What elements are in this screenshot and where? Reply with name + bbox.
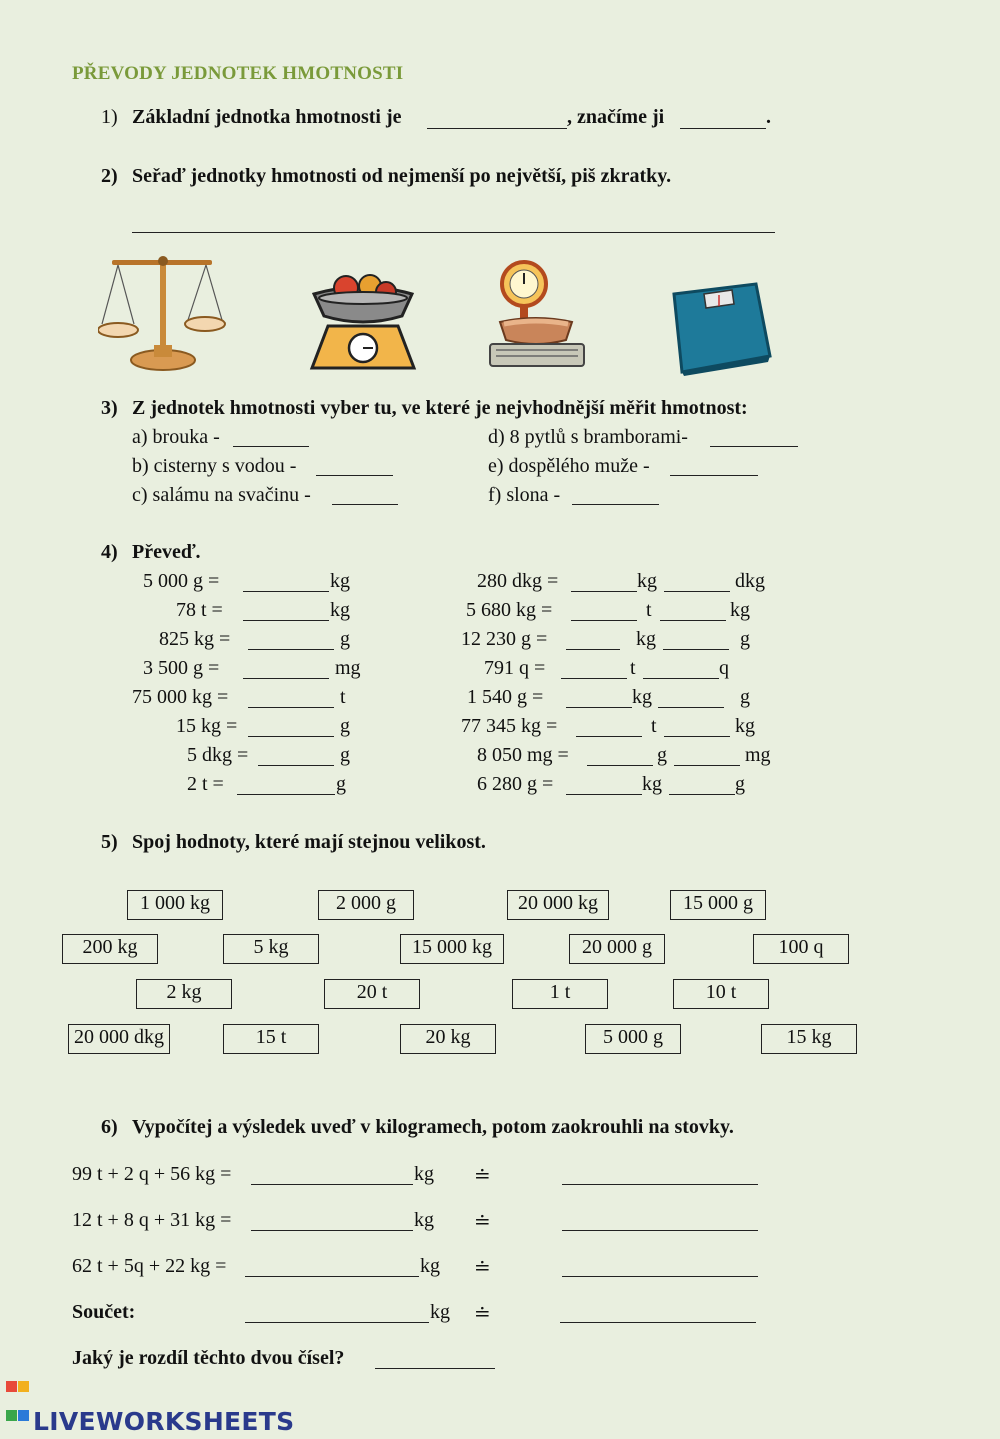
match-box[interactable]: 1 t — [512, 979, 608, 1009]
q4-right-answer-2[interactable] — [660, 620, 726, 621]
q4-left-unit: t — [340, 686, 346, 708]
match-box[interactable]: 15 000 kg — [400, 934, 504, 964]
q4-right-answer-2[interactable] — [643, 678, 719, 679]
difference-answer[interactable] — [375, 1368, 495, 1369]
approx-symbol: ≐ — [474, 1165, 491, 1187]
q6-number: 6) — [101, 1116, 118, 1138]
match-box[interactable]: 20 000 g — [569, 934, 665, 964]
sum-label: Součet: — [72, 1301, 136, 1323]
q6-row-unit: kg — [420, 1255, 440, 1277]
q3-answer-c[interactable] — [332, 504, 398, 505]
q4-right-answer-1[interactable] — [587, 765, 653, 766]
q4-left-answer[interactable] — [243, 620, 329, 621]
q4-right-answer-2[interactable] — [664, 591, 730, 592]
q4-right-unit-2: g — [735, 773, 745, 795]
q4-right-answer-1[interactable] — [566, 794, 642, 795]
q4-left-answer[interactable] — [248, 649, 334, 650]
q4-right-unit-2: kg — [735, 715, 755, 737]
match-box[interactable]: 15 000 g — [670, 890, 766, 920]
q4-right-answer-1[interactable] — [571, 591, 637, 592]
q3-answer-a[interactable] — [233, 446, 309, 447]
q3-item-a: a) brouka - — [132, 426, 220, 448]
match-box[interactable]: 100 q — [753, 934, 849, 964]
match-box[interactable]: 2 000 g — [318, 890, 414, 920]
q4-left-answer[interactable] — [248, 736, 334, 737]
q4-left-expr: 825 kg = — [159, 628, 231, 650]
q2-text: Seřaď jednotky hmotnosti od nejmenší po největší, piš zkratky. — [132, 165, 672, 187]
q4-right-expr: 280 dkg = — [477, 570, 559, 592]
q1-text-2: , značíme ji — [567, 106, 665, 128]
q4-right-answer-1[interactable] — [566, 707, 632, 708]
q5-number: 5) — [101, 831, 118, 853]
q4-right-answer-1[interactable] — [561, 678, 627, 679]
q4-right-expr: 12 230 g = — [461, 628, 548, 650]
match-box[interactable]: 15 t — [223, 1024, 319, 1054]
q3-text: Z jednotek hmotnosti vyber tu, ve které je nejvhodnější měřit hmotnost: — [132, 397, 748, 419]
logo-text: LIVEWORKSHEETS — [33, 1407, 295, 1436]
q4-left-unit: g — [340, 715, 350, 737]
match-box[interactable]: 200 kg — [62, 934, 158, 964]
q4-right-unit-2: q — [719, 657, 729, 679]
q4-right-unit-1: kg — [636, 628, 656, 650]
q3-item-e: e) dospělého muže - — [488, 455, 650, 477]
q6-row-rounded[interactable] — [562, 1276, 758, 1277]
q3-answer-f[interactable] — [572, 504, 659, 505]
sum-unit: kg — [430, 1301, 450, 1323]
q4-right-expr: 8 050 mg = — [477, 744, 569, 766]
liveworksheets-logo — [6, 1381, 294, 1436]
q4-right-answer-1[interactable] — [566, 649, 620, 650]
q4-right-unit-1: t — [630, 657, 636, 679]
q4-left-unit: mg — [335, 657, 361, 679]
q4-left-unit: kg — [330, 599, 350, 621]
match-box[interactable]: 20 t — [324, 979, 420, 1009]
q4-right-expr: 77 345 kg = — [461, 715, 558, 737]
q4-right-unit-2: mg — [745, 744, 771, 766]
q4-right-expr: 6 280 g = — [477, 773, 554, 795]
q4-right-answer-2[interactable] — [663, 649, 729, 650]
q4-left-expr: 3 500 g = — [143, 657, 220, 679]
q4-left-expr: 78 t = — [176, 599, 223, 621]
q4-left-unit: kg — [330, 570, 350, 592]
q4-right-expr: 5 680 kg = — [466, 599, 553, 621]
q4-right-expr: 1 540 g = — [467, 686, 544, 708]
q1-end: . — [766, 106, 771, 128]
match-box[interactable]: 20 kg — [400, 1024, 496, 1054]
q4-left-answer[interactable] — [258, 765, 334, 766]
q4-left-expr: 15 kg = — [176, 715, 238, 737]
match-box[interactable]: 5 kg — [223, 934, 319, 964]
q4-right-unit-1: kg — [642, 773, 662, 795]
q6-text: Vypočítej a výsledek uveď v kilogramech, potom zaokrouhli na stovky. — [132, 1116, 734, 1138]
q6-row-unit: kg — [414, 1209, 434, 1231]
q1-answer-line-2[interactable] — [680, 128, 766, 129]
q4-right-unit-1: t — [651, 715, 657, 737]
q6-row-answer[interactable] — [251, 1184, 413, 1185]
q4-left-expr: 2 t = — [187, 773, 224, 795]
difference-question: Jaký je rozdíl těchto dvou čísel? — [72, 1347, 345, 1369]
q4-text: Převeď. — [132, 541, 201, 563]
q4-left-unit: g — [340, 628, 350, 650]
q4-right-answer-1[interactable] — [576, 736, 642, 737]
approx-symbol: ≐ — [474, 1303, 491, 1325]
q5-text: Spoj hodnoty, které mají stejnou velikost. — [132, 831, 486, 853]
q4-left-expr: 5 dkg = — [187, 744, 249, 766]
q3-number: 3) — [101, 397, 118, 419]
q6-row-expr: 99 t + 2 q + 56 kg = — [72, 1163, 232, 1185]
q3-answer-b[interactable] — [316, 475, 393, 476]
q3-item-c: c) salámu na svačinu - — [132, 484, 311, 506]
q1-number: 1) — [101, 106, 118, 128]
q4-left-unit: g — [336, 773, 346, 795]
q4-number: 4) — [101, 541, 118, 563]
q4-left-answer[interactable] — [243, 591, 329, 592]
q4-right-unit-1: kg — [637, 570, 657, 592]
q3-item-d: d) 8 pytlů s bramborami- — [488, 426, 688, 448]
q1-text: Základní jednotka hmotnosti je — [132, 106, 402, 128]
match-box[interactable]: 10 t — [673, 979, 769, 1009]
q6-row-rounded[interactable] — [562, 1230, 758, 1231]
sum-rounded[interactable] — [560, 1322, 756, 1323]
market-scale-icon — [486, 260, 591, 375]
q4-left-answer[interactable] — [243, 678, 329, 679]
q4-right-answer-2[interactable] — [669, 794, 735, 795]
q6-row-answer[interactable] — [245, 1276, 419, 1277]
q4-right-unit-2: g — [740, 686, 750, 708]
q4-right-unit-1: t — [646, 599, 652, 621]
q4-right-expr: 791 q = — [484, 657, 546, 679]
q4-right-answer-1[interactable] — [571, 620, 637, 621]
q3-answer-d[interactable] — [710, 446, 798, 447]
q4-left-expr: 75 000 kg = — [132, 686, 229, 708]
match-box[interactable]: 2 kg — [136, 979, 232, 1009]
q4-right-answer-2[interactable] — [664, 736, 730, 737]
kitchen-scale-icon — [306, 268, 421, 373]
q1-answer-line-1[interactable] — [427, 128, 567, 129]
q4-left-answer[interactable] — [248, 707, 334, 708]
q6-row-expr: 62 t + 5q + 22 kg = — [72, 1255, 227, 1277]
q6-row-answer[interactable] — [251, 1230, 413, 1231]
match-box[interactable]: 1 000 kg — [127, 890, 223, 920]
q4-right-unit-1: g — [657, 744, 667, 766]
q4-left-answer[interactable] — [237, 794, 335, 795]
q6-row-unit: kg — [414, 1163, 434, 1185]
match-box[interactable]: 20 000 dkg — [68, 1024, 170, 1054]
q4-left-expr: 5 000 g = — [143, 570, 220, 592]
q4-right-answer-2[interactable] — [658, 707, 724, 708]
q3-item-b: b) cisterny s vodou - — [132, 455, 297, 477]
q4-right-unit-2: dkg — [735, 570, 765, 592]
match-box[interactable]: 5 000 g — [585, 1024, 681, 1054]
q4-right-answer-2[interactable] — [674, 765, 740, 766]
q6-row-expr: 12 t + 8 q + 31 kg = — [72, 1209, 232, 1231]
q3-item-f: f) slona - — [488, 484, 561, 506]
q2-answer-line[interactable] — [132, 232, 775, 233]
q3-answer-e[interactable] — [670, 475, 758, 476]
approx-symbol: ≐ — [474, 1211, 491, 1233]
q2-number: 2) — [101, 165, 118, 187]
logo-icon — [6, 1381, 31, 1404]
q4-right-unit-2: kg — [730, 599, 750, 621]
match-box[interactable]: 20 000 kg — [507, 890, 609, 920]
sum-answer[interactable] — [245, 1322, 429, 1323]
q4-right-unit-1: kg — [632, 686, 652, 708]
balance-scale-icon — [98, 252, 228, 377]
page-title: PŘEVODY JEDNOTEK HMOTNOSTI — [72, 63, 404, 84]
q4-left-unit: g — [340, 744, 350, 766]
q4-right-unit-2: g — [740, 628, 750, 650]
q6-row-rounded[interactable] — [562, 1184, 758, 1185]
bathroom-scale-icon — [662, 280, 774, 378]
approx-symbol: ≐ — [474, 1257, 491, 1279]
match-box[interactable]: 15 kg — [761, 1024, 857, 1054]
